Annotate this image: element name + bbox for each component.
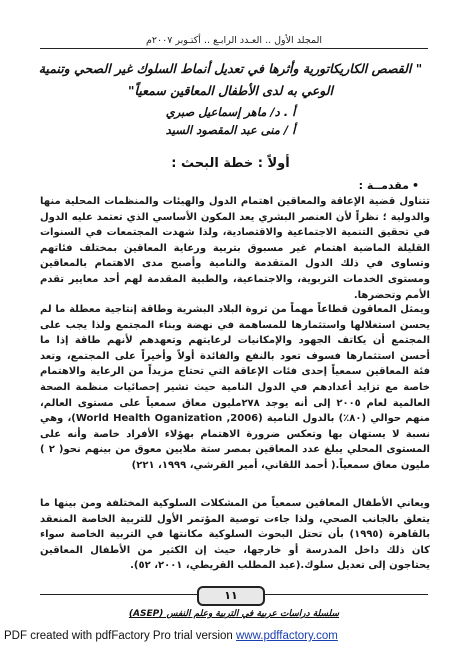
author-2: أ / منى عبد المقصود السيد bbox=[165, 123, 296, 137]
section-title: أولاً : خطة البحث : bbox=[171, 156, 290, 171]
bullet-icon: • bbox=[411, 179, 419, 192]
intro-heading bbox=[359, 178, 419, 194]
paragraph-3: ويعاني الأطفال المعاقين سمعياً من المشكلات السلوكية المختلفة ومن بينها ما يتعلق بالجانب الصحي، ولذا جاءت توصية المؤتمر الأول للتربية الخاصة المنعقد بالقاهرة (١٩٩٥) بأن تحتل البحوث السلوكية مكانتها في التربية الخاصة سواء كان ذلك داخل المدرسة أو خارجها، حيث إن الكثير من الأطفال المعاقين يحتاجون إلى تعديل سلوك.(عبد المطلب القريطي، ٢٠٠١، ٥٢). bbox=[40, 498, 431, 572]
intro-heading-text: مقدمــة : bbox=[358, 179, 409, 192]
watermark-link[interactable]: www.pdffactory.com bbox=[236, 630, 338, 642]
article-title: " القصص الكاريكاتورية وأثرها في تعديل أنماط السلوك غير الصحي وتنمية الوعي به لدى الأطفال المعاقين سمعياً" bbox=[38, 61, 423, 98]
series-footer: سلسلة دراسات عربية في التربية وعلم النفس (ASEP) bbox=[128, 609, 340, 619]
journal-header: المجلد الأول .. العـدد الرابـع .. أكتـوبر ٢٠٠٧م bbox=[40, 34, 428, 49]
page-number: ١١ bbox=[197, 586, 265, 606]
author-1: أ . د/ ماهر إسماعيل صبري bbox=[165, 105, 296, 119]
pdf-watermark bbox=[4, 627, 459, 645]
watermark-text: PDF created with pdfFactory Pro trial version bbox=[4, 630, 236, 642]
paragraph-1: تتناول قضية الإعاقة والمعاقين اهتمام الدول والهيئات والمنظمات المحلية منها والدولية ؛ نظراً لأن العنصر البشري يعد المكون الأساسي الذي تعتمد عليه الدول في تحقيق التنمية الاجتماعية والاقتصادية، ولذا شهدت المجتمعات في السنوات القليلة الماضية اهتمام غير مسبوق بتربية ورعاية المعاقين بمختلف فئاتهم وتساوى في ذلك الدول المتقدمة والنامية وأصبح مدى الاهتمام بالمعاقين ومستوى الخدمات التربوية، والاجتماعية، والطبية المقدمة لهم أحد معايير تقدم الأمم وتحضرها. bbox=[40, 196, 430, 301]
paragraph-2: ويمثل المعاقون قطاعاً مهماً من ثروة البلاد البشرية وطاقة إنتاجية معطلة ما لم يحسن استغلالها واستثمارها للمساهمة في نهضة وبناء المجتمع ولذا يجب على المجتمع أن يكاتف الجهود والإمكانيات لرعايتهم وتعهدهم لأنهم طاقة إذا ما أحسن استثمارها فسوف تعود بالنفع والفائدة أولاً وأخيراً على المجتمع، وتعد فئة المعاقين سمعياً إحدى فئات الإعاقة التي تحتاج مزيداً من الرعاية والاهتمام خاصة مع تزايد أعدادهم في الدول النامية حيث تشير إحصائيات منظمة الصحة العالمية لعام ٢٠٠٥ إلى أنه يوجد ٢٧٨مليون معاق سمعياً على مستوى العالم، منهم حوالي (٨٠٪) بالدول النامية (World Health Oganization ,2006)، وهي نسبة لا يستهان بها وتعكس ضرورة الاهتمام بهؤلاء الأفراد خاصة وأنه على المستوى المحلي يبلغ عدد المعاقين بمصر ستة ملايين معوق من بينهم نحو( ٢ ) مليون معاق سمعياً.( أحمد اللقاني، أمير القرشي، ١٩٩٩، ٢٢١) bbox=[40, 304, 430, 471]
